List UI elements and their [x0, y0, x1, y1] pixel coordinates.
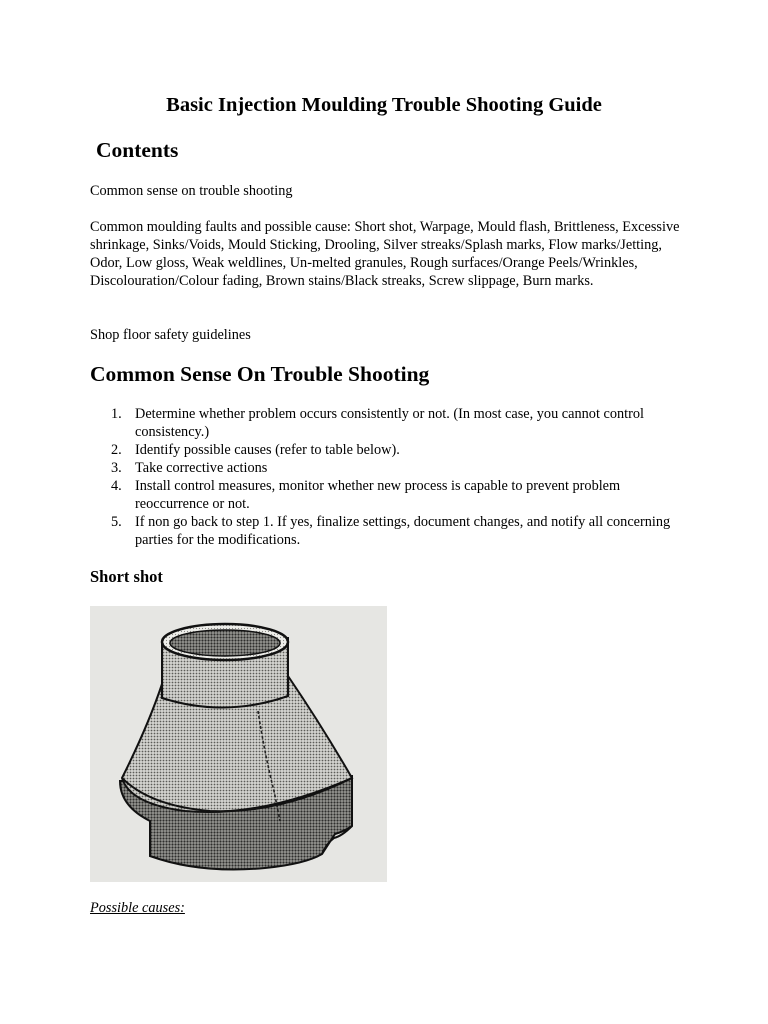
step-item [90, 513, 680, 549]
section-heading-common-sense: Common Sense On Trouble Shooting [90, 362, 430, 386]
step-text: Take corrective actions [135, 460, 268, 476]
step-number: 4. [111, 478, 122, 494]
contents-heading: Contents [96, 138, 179, 162]
document-title: Basic Injection Moulding Trouble Shooting Guide [166, 94, 602, 116]
contents-item-moulding-faults: Common moulding faults and possible cause: Short shot, Warpage, Mould flash, Brittleness, Excessive shrinkage, Sinks/Voids, Mould Sticking, Drooling, Silver streaks/Splash marks, Flow marks/Jetting, Odor, Low gloss, Weak weldlines, Un-melted granules, Rough surfaces/Orange Peels/Wrinkles, Discolouration/Colour fading, Brown stains/Black streaks, Screw slippage, Burn marks. [90, 219, 680, 289]
step-item [90, 459, 680, 477]
step-number: 2. [111, 442, 122, 458]
step-item [90, 477, 680, 513]
step-number: 3. [111, 460, 122, 476]
step-number: 5. [111, 514, 122, 530]
step-item [90, 441, 680, 459]
step-item [90, 405, 680, 441]
possible-causes-label: Possible causes: [90, 900, 185, 916]
step-number: 1. [111, 406, 122, 422]
short-shot-heading: Short shot [90, 567, 163, 586]
short-shot-illustration [90, 606, 387, 882]
contents-item-safety-guidelines: Shop floor safety guidelines [90, 327, 251, 343]
contents-item-common-sense: Common sense on trouble shooting [90, 183, 293, 199]
steps-list [90, 405, 680, 549]
step-text: Install control measures, monitor whether new process is capable to prevent problem reoccurrence or not. [135, 478, 621, 512]
step-text: If non go back to step 1. If yes, finalize settings, document changes, and notify all concerning parties for the modifications. [135, 514, 671, 548]
step-text: Determine whether problem occurs consistently or not. (In most case, you cannot control consistency.) [135, 406, 644, 440]
step-text: Identify possible causes (refer to table below). [135, 442, 400, 458]
